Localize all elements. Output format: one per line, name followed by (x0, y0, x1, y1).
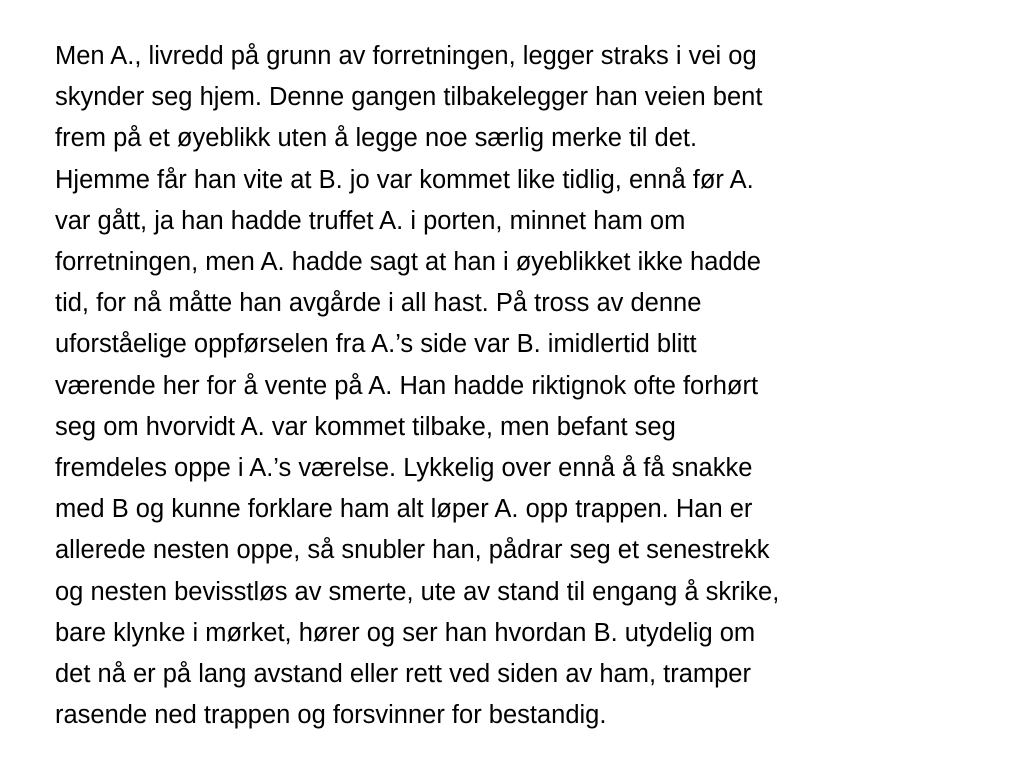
paragraph-line: seg om hvorvidt A. var kommet tilbake, men befant seg (55, 412, 676, 441)
paragraph-line: allerede nesten oppe, så snubler han, pådrar seg et senestrekk (55, 536, 770, 565)
paragraph-line: med B og kunne forklare ham alt løper A. opp trappen. Han er (55, 495, 753, 524)
paragraph-line: frem på et øyeblikk uten å legge noe særlig merke til det. (55, 124, 698, 153)
paragraph-line: værende her for å vente på A. Han hadde riktignok ofte forhørt (55, 371, 759, 400)
paragraph-line: var gått, ja han hadde truffet A. i porten, minnet ham om (55, 206, 686, 235)
paragraph-line: Hjemme får han vite at B. jo var kommet like tidlig, ennå før A. (55, 165, 754, 194)
paragraph-line: uforståelige oppførselen fra A.’s side var B. imidlertid blitt (55, 330, 697, 359)
body-paragraph (55, 36, 985, 736)
paragraph-line: fremdeles oppe i A.’s værelse. Lykkelig over ennå å få snakke (55, 454, 753, 483)
paragraph-line: det nå er på lang avstand eller rett ved siden av ham, tramper (55, 660, 751, 689)
paragraph-line: og nesten bevisstløs av smerte, ute av stand til engang å skrike, (55, 577, 780, 606)
paragraph-line: rasende ned trappen og forsvinner for bestandig. (55, 701, 607, 730)
paragraph-line: forretningen, men A. hadde sagt at han i øyeblikket ikke hadde (55, 248, 761, 277)
paragraph-line: bare klynke i mørket, hører og ser han hvordan B. utydelig om (55, 618, 756, 647)
paragraph-line: Men A., livredd på grunn av forretningen, legger straks i vei og (55, 42, 757, 70)
paragraph-line: tid, for nå måtte han avgårde i all hast. På tross av denne (55, 289, 702, 318)
paragraph-line: skynder seg hjem. Denne gangen tilbakelegger han veien bent (55, 83, 763, 112)
